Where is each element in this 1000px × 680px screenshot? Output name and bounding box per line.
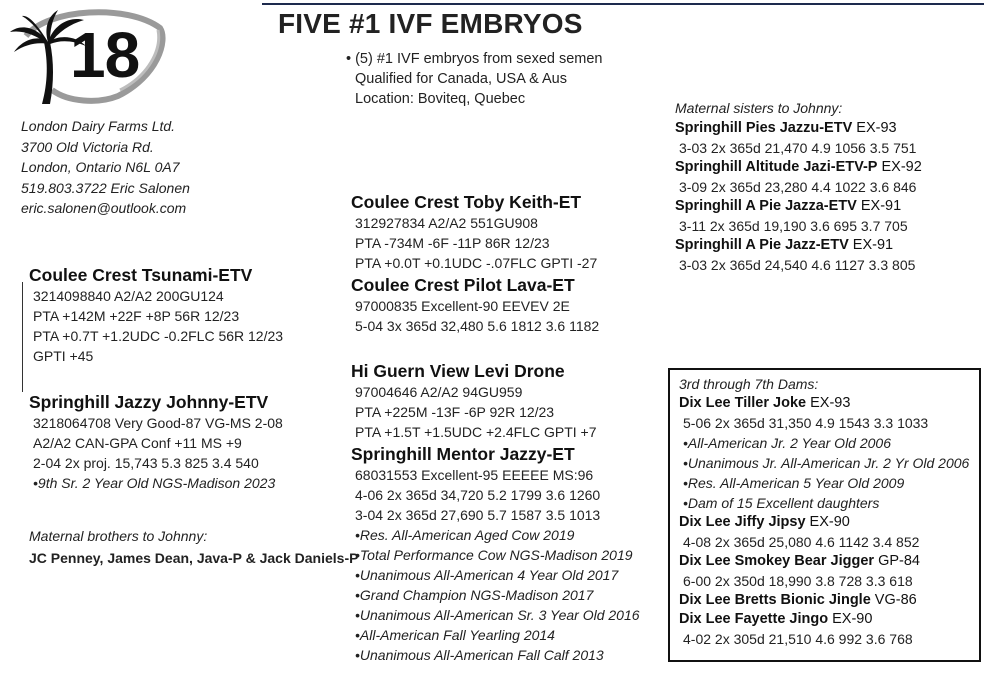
sister-name: Springhill A Pie Jazz-ETV EX-91 bbox=[675, 237, 894, 253]
lot-logo bbox=[8, 6, 168, 106]
sire-gpti: GPTI +45 bbox=[33, 348, 94, 364]
ancestral-dam-name: Dix Lee Tiller Joke EX-93 bbox=[679, 395, 851, 411]
sister-record: 3-03 2x 365d 21,470 4.9 1056 3.5 751 bbox=[679, 140, 917, 156]
dam-record: 2-04 2x proj. 15,743 5.3 825 3.4 540 bbox=[33, 455, 259, 471]
pedigree-bracket bbox=[22, 282, 23, 392]
sister-record: 3-11 2x 365d 19,190 3.6 695 3.7 705 bbox=[679, 218, 908, 234]
ancestral-dam-record: 6-00 2x 350d 18,990 3.8 728 3.3 618 bbox=[683, 573, 913, 589]
dam-dam-record: 3-04 2x 365d 27,690 5.7 1587 3.5 1013 bbox=[355, 507, 601, 523]
dam-sire-pta-type: PTA +1.5T +1.5UDC +2.4FLC GPTI +7 bbox=[355, 424, 597, 440]
dam-sire-pta-production: PTA +225M -13F -6P 92R 12/23 bbox=[355, 404, 555, 420]
sire-sire-pta-production: PTA -734M -6F -11P 86R 12/23 bbox=[355, 235, 550, 251]
dam-dam-award: •Unanimous All-American Sr. 3 Year Old 2016 bbox=[355, 607, 640, 623]
brothers-block bbox=[29, 526, 358, 568]
sister-grade: EX-93 bbox=[852, 120, 897, 136]
ancestral-dams-content bbox=[679, 374, 969, 649]
dam-sire-block bbox=[351, 360, 597, 442]
dam-dam-name: Springhill Mentor Jazzy-ET bbox=[351, 444, 575, 464]
sire-sire-name: Coulee Crest Toby Keith-ET bbox=[351, 192, 582, 212]
sister-name: Springhill A Pie Jazza-ETV EX-91 bbox=[675, 198, 902, 214]
intro-location: Location: Boviteq, Quebec bbox=[355, 91, 526, 107]
lot-number: 18 bbox=[70, 19, 140, 91]
ancestral-dam-name: Dix Lee Jiffy Jipsy EX-90 bbox=[679, 514, 850, 530]
sister-name: Springhill Altitude Jazi-ETV-P EX-92 bbox=[675, 159, 922, 175]
sister-grade: EX-91 bbox=[856, 198, 902, 214]
sire-dam-reg: 97000835 Excellent-90 EEVEV 2E bbox=[355, 298, 570, 314]
dam-reg: 3218064708 Very Good-87 VG-MS 2-08 bbox=[33, 415, 283, 431]
sire-pta-type: PTA +0.7T +1.2UDC -0.2FLC 56R 12/23 bbox=[33, 328, 284, 344]
dam-dam-award: •Grand Champion NGS-Madison 2017 bbox=[355, 587, 594, 603]
sire-dam-name: Coulee Crest Pilot Lava-ET bbox=[351, 275, 575, 295]
owner-contact bbox=[21, 116, 190, 219]
sire-dam-block bbox=[351, 274, 599, 336]
owner-city: London, Ontario N6L 0A7 bbox=[21, 159, 180, 175]
sire-sire-reg: 312927834 A2/A2 551GU908 bbox=[355, 215, 538, 231]
dam-dam-award: •Total Performance Cow NGS-Madison 2019 bbox=[355, 547, 633, 563]
page-title: FIVE #1 IVF EMBRYOS bbox=[278, 8, 583, 39]
ancestral-dam-grade: EX-90 bbox=[805, 514, 850, 530]
dam-genomics: A2/A2 CAN-GPA Conf +11 MS +9 bbox=[33, 435, 242, 451]
sister-name: Springhill Pies Jazzu-ETV EX-93 bbox=[675, 120, 897, 136]
header-rule bbox=[262, 3, 984, 5]
sire-pta-production: PTA +142M +22F +8P 56R 12/23 bbox=[33, 308, 240, 324]
brothers-names: JC Penney, James Dean, Java-P & Jack Daniels-P bbox=[29, 550, 359, 566]
ancestral-dam-grade: VG-86 bbox=[870, 592, 917, 608]
owner-email[interactable]: eric.salonen@outlook.com bbox=[21, 200, 187, 216]
ancestral-dam-award: •Unanimous Jr. All-American Jr. 2 Yr Old 2006 bbox=[683, 455, 970, 471]
ancestral-dam-grade: EX-90 bbox=[828, 611, 873, 627]
ancestral-dam-award: •Dam of 15 Excellent daughters bbox=[683, 495, 880, 511]
dam-dam-award: •Unanimous All-American 4 Year Old 2017 bbox=[355, 567, 619, 583]
ancestral-dam-name: Dix Lee Bretts Bionic Jingle VG-86 bbox=[679, 592, 917, 608]
sire-block bbox=[29, 264, 283, 366]
dam-dam-award: •Unanimous All-American Fall Calf 2013 bbox=[355, 647, 604, 663]
ancestral-dam-name: Dix Lee Smokey Bear Jigger GP-84 bbox=[679, 553, 920, 569]
intro-block bbox=[346, 49, 603, 109]
ancestral-dam-grade: GP-84 bbox=[874, 553, 920, 569]
dam-name: Springhill Jazzy Johnny-ETV bbox=[29, 392, 269, 412]
brothers-heading: Maternal brothers to Johnny: bbox=[29, 528, 208, 544]
intro-qualified: Qualified for Canada, USA & Aus bbox=[355, 71, 567, 87]
sister-record: 3-09 2x 365d 23,280 4.4 1022 3.6 846 bbox=[679, 179, 917, 195]
dam-dam-record: 4-06 2x 365d 34,720 5.2 1799 3.6 1260 bbox=[355, 487, 601, 503]
sire-sire-pta-type: PTA +0.0T +0.1UDC -.07FLC GPTI -27 bbox=[355, 255, 598, 271]
ancestral-dams-heading: 3rd through 7th Dams: bbox=[679, 376, 819, 392]
owner-street: 3700 Old Victoria Rd. bbox=[21, 138, 154, 155]
owner-company: London Dairy Farms Ltd. bbox=[21, 118, 176, 134]
dam-sire-reg: 97004646 A2/A2 94GU959 bbox=[355, 384, 523, 400]
sister-grade: EX-92 bbox=[877, 159, 922, 175]
dam-dam-reg: 68031553 Excellent-95 EEEEE MS:96 bbox=[355, 467, 594, 483]
sisters-heading: Maternal sisters to Johnny: bbox=[675, 100, 843, 116]
ancestral-dam-award: •Res. All-American 5 Year Old 2009 bbox=[683, 475, 905, 491]
dam-award: •9th Sr. 2 Year Old NGS-Madison 2023 bbox=[33, 475, 276, 491]
sire-dam-record: 5-04 3x 365d 32,480 5.6 1812 3.6 1182 bbox=[355, 318, 600, 334]
ancestral-dam-record: 4-02 2x 305d 21,510 4.6 992 3.6 768 bbox=[683, 631, 913, 647]
dam-block bbox=[29, 391, 283, 493]
intro-bullet: • (5) #1 IVF embryos from sexed semen bbox=[346, 51, 603, 67]
sire-sire-block bbox=[351, 191, 597, 273]
dam-dam-block bbox=[351, 443, 640, 665]
ancestral-dam-record: 5-06 2x 365d 31,350 4.9 1543 3.3 1033 bbox=[683, 415, 929, 431]
sister-record: 3-03 2x 365d 24,540 4.6 1127 3.3 805 bbox=[679, 257, 916, 273]
dam-sire-name: Hi Guern View Levi Drone bbox=[351, 361, 565, 381]
owner-phone: 519.803.3722 Eric Salonen bbox=[21, 179, 190, 196]
sire-reg: 3214098840 A2/A2 200GU124 bbox=[33, 288, 224, 304]
dam-dam-award: •Res. All-American Aged Cow 2019 bbox=[355, 527, 575, 543]
ancestral-dam-record: 4-08 2x 365d 25,080 4.6 1142 3.4 852 bbox=[683, 534, 920, 550]
ancestral-dam-grade: EX-93 bbox=[806, 395, 851, 411]
ancestral-dam-award: •All-American Jr. 2 Year Old 2006 bbox=[683, 435, 891, 451]
sisters-block bbox=[675, 98, 922, 275]
dam-dam-award: •All-American Fall Yearling 2014 bbox=[355, 627, 555, 643]
sire-name: Coulee Crest Tsunami-ETV bbox=[29, 265, 253, 285]
ancestral-dam-name: Dix Lee Fayette Jingo EX-90 bbox=[679, 611, 873, 627]
sister-grade: EX-91 bbox=[848, 237, 894, 253]
